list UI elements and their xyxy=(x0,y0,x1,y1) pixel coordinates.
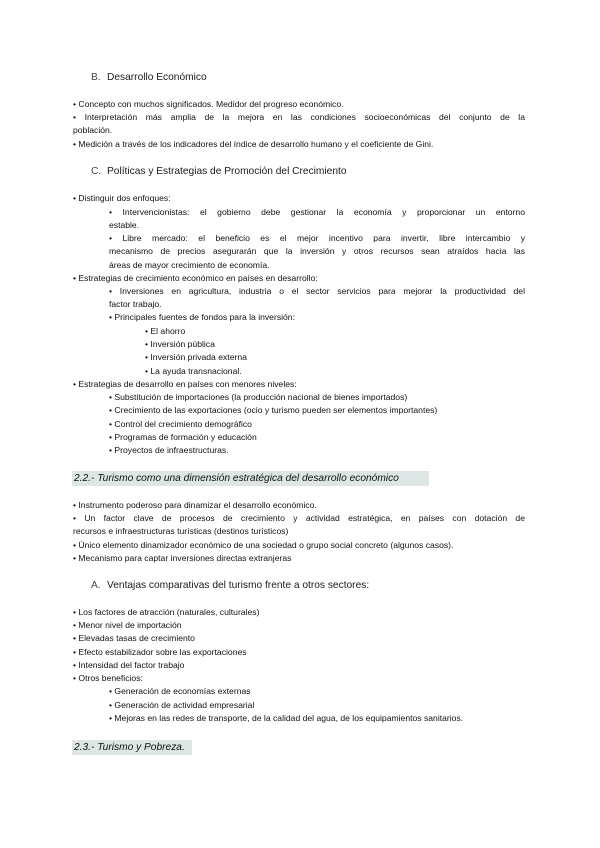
list-item: • Inversiones en agricultura, industria o el sector servicios para mejorar la productividad del xyxy=(109,286,525,296)
list-item: • Interpretación más amplia de la mejora en las condiciones socioeconómicas del conjunto de la xyxy=(73,112,525,122)
list-item: • Único elemento dinamizador económico de una sociedad o grupo social concreto (algunos casos). xyxy=(73,540,454,550)
list-item: mecanismo de precios asegurarán que la inversión y otros recursos sean atraídos hacia las xyxy=(109,246,525,256)
list-item: • Mejoras en las redes de transporte, de la calidad del agua, de los equipamientos sanitarios. xyxy=(109,713,464,723)
list-item: • La ayuda transnacional. xyxy=(145,366,242,376)
heading-letter: B. xyxy=(91,72,101,83)
list-item: • Medición a través de los indicadores del índice de desarrollo humano y el coeficiente de Gini. xyxy=(73,139,434,149)
heading-ventajas-comparativas xyxy=(91,579,369,592)
list-item: población. xyxy=(73,125,113,135)
list-item: factor trabajo. xyxy=(109,299,162,309)
list-item: • El ahorro xyxy=(145,326,186,336)
list-item: áreas de mayor crecimiento de economía. xyxy=(109,260,270,270)
list-item: estable. xyxy=(109,220,140,230)
heading-title: Políticas y Estrategias de Promoción del Crecimiento xyxy=(107,166,347,177)
list-item: • Elevadas tasas de crecimiento xyxy=(73,633,195,643)
list-item: • Generación de actividad empresarial xyxy=(109,700,255,710)
list-item: • Substitución de importaciones (la producción nacional de bienes importados) xyxy=(109,392,408,402)
section-title-2-2: 2.2.- Turismo como una dimensión estratégica del desarrollo económico xyxy=(72,471,429,486)
list-item: • Concepto con muchos significados. Medidor del progreso económico. xyxy=(73,99,344,109)
list-item: • Otros beneficios: xyxy=(73,673,143,683)
list-item: • Intensidad del factor trabajo xyxy=(73,660,185,670)
heading-letter: A. xyxy=(91,580,101,591)
list-item: • Libre mercado: el beneficio es el mejor incentivo para invertir, libre intercambio y xyxy=(109,233,525,243)
heading-letter: C. xyxy=(91,166,102,177)
list-item: • Instrumento poderoso para dinamizar el desarrollo económico. xyxy=(73,500,317,510)
heading-desarrollo-economico xyxy=(91,71,207,84)
list-item: • Inversión privada externa xyxy=(145,352,247,362)
list-item: • Intervencionistas: el gobierno debe gestionar la economía y proporcionar un entorno xyxy=(109,207,525,217)
list-item: • Estrategias de crecimiento económico en países en desarrollo: xyxy=(73,273,318,283)
list-item: • Mecanismo para captar inversiones directas extranjeras xyxy=(73,553,292,563)
list-item: • Los factores de atracción (naturales, culturales) xyxy=(73,607,260,617)
list-item: • Estrategias de desarrollo en países con menores niveles: xyxy=(73,379,297,389)
heading-politicas-estrategias xyxy=(91,165,347,178)
list-item: • Control del crecimiento demográfico xyxy=(109,419,252,429)
list-item: • Programas de formación y educación xyxy=(109,432,257,442)
list-item: • Crecimiento de las exportaciones (ocio y turismo pueden ser elementos importantes) xyxy=(109,405,438,415)
list-item: • Efecto estabilizador sobre las exportaciones xyxy=(73,647,247,657)
list-item: • Menor nivel de importación xyxy=(73,620,182,630)
list-item: • Distinguir dos enfoques: xyxy=(73,193,171,203)
list-item: • Principales fuentes de fondos para la inversión: xyxy=(109,312,295,322)
list-item: recursos e infraestructuras turísticas (destinos turísticos) xyxy=(73,526,289,536)
heading-title: Desarrollo Económico xyxy=(107,72,207,83)
section-title-2-3: 2.3.- Turismo y Pobreza. xyxy=(72,740,192,755)
list-item: • Inversión pública xyxy=(145,339,215,349)
list-item: • Un factor clave de procesos de crecimiento y actividad estratégica, en países con dotación de xyxy=(73,513,525,523)
list-item: • Proyectos de infraestructuras. xyxy=(109,445,229,455)
list-item: • Generación de economías externas xyxy=(109,686,251,696)
heading-title: Ventajas comparativas del turismo frente a otros sectores: xyxy=(107,580,370,591)
